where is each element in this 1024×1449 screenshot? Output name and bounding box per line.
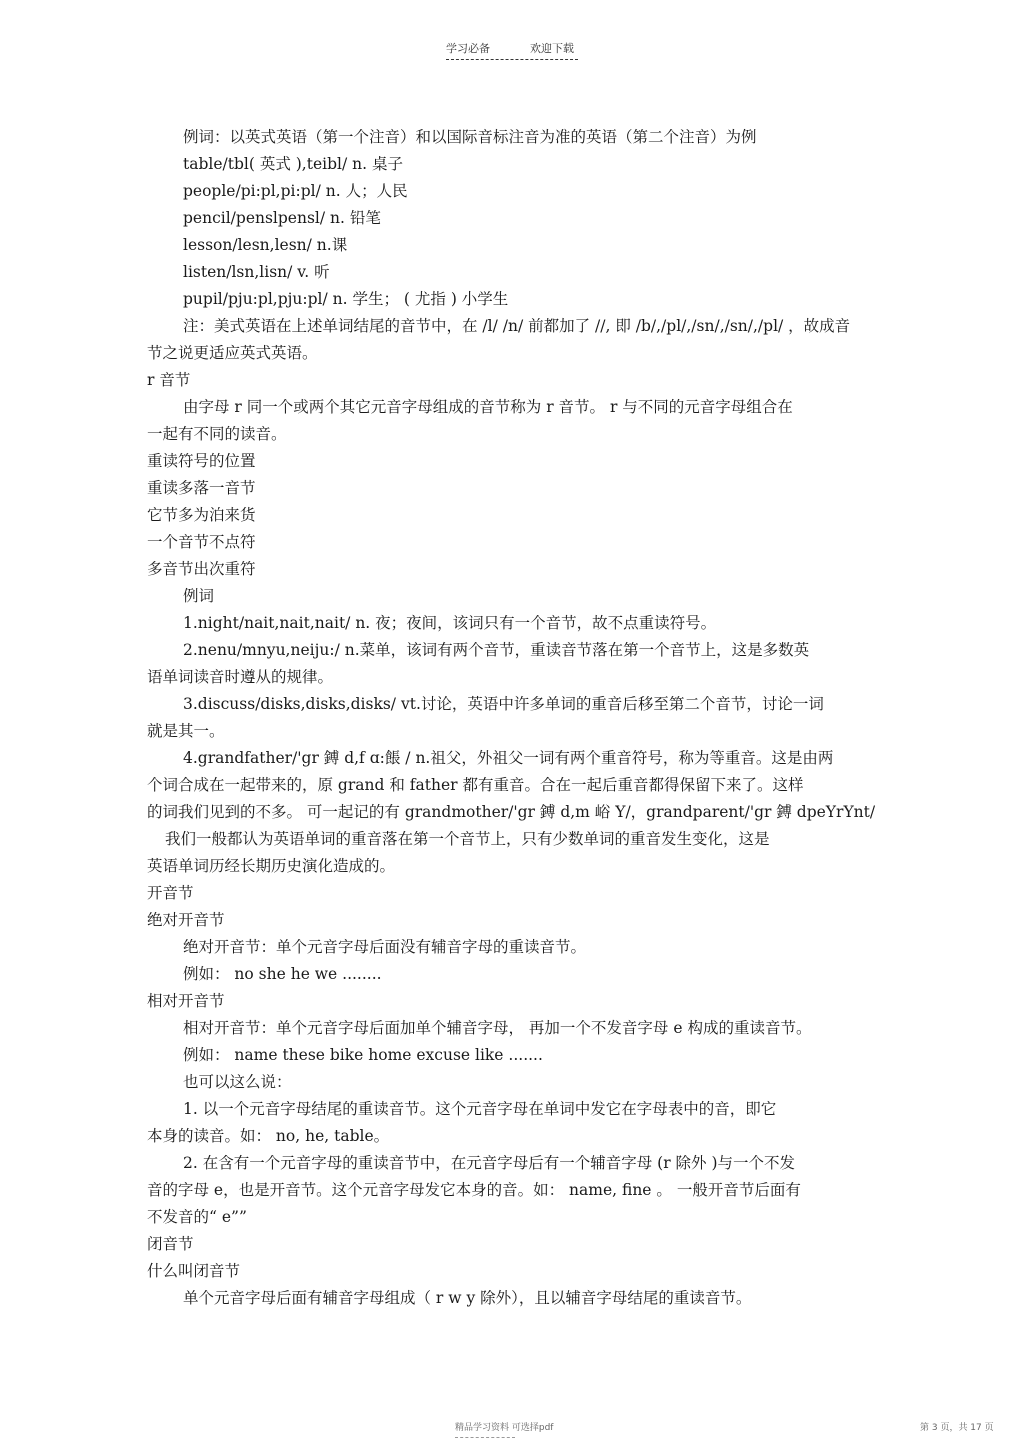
text-line: listen/lsn,lisn/ v. 听 [183, 263, 330, 281]
text-line: 例如： name these bike home excuse like ....... [183, 1046, 543, 1064]
text-line: 例词 [183, 587, 215, 605]
text-line: 也可以这么说： [183, 1073, 292, 1091]
footer-left-text: 精品学习资料 可选择pdf [455, 1423, 554, 1433]
text-line: 例词：以英式英语（第一个注音）和以国际音标注音为准的英语（第二个注音）为例 [183, 128, 757, 146]
text-line: 绝对开音节：单个元音字母后面没有辅音字母的重读音节。 [183, 938, 587, 956]
header-rule [446, 59, 578, 60]
text-line: 例如： no she he we ........ [183, 965, 382, 983]
text-line: r 音节 [147, 371, 191, 389]
text-line: 语单词读音时遵从的规律。 [147, 668, 334, 686]
document-body [147, 124, 887, 1312]
text-line: 相对开音节：单个元音字母后面加单个辅音字母， 再加一个不发音字母 e 构成的重读音节。 [183, 1019, 812, 1037]
text-line: 本身的读音。如： no, he, table。 [147, 1127, 390, 1145]
text-line: 不发音的“ e”” [147, 1208, 247, 1226]
text-line: 3.discuss/disks,disks,disks/ vt.讨论，英语中许多单词的重音后移至第二个音节，讨论一词 [183, 695, 824, 713]
text-line: 多音节出次重符 [147, 560, 256, 578]
text-line: 1.night/nait,nait,nait/ n. 夜；夜间，该词只有一个音节，故不点重读符号。 [183, 614, 717, 632]
header-left-text: 学习必备 [446, 42, 490, 55]
text-line: 什么叫闭音节 [147, 1262, 241, 1280]
text-line: 单个元音字母后面有辅音字母组成（ r w y 除外），且以辅音字母结尾的重读音节。 [183, 1289, 752, 1307]
text-line: pupil/pju:pl,pju:pl/ n. 学生； ( 尤指 ) 小学生 [183, 290, 509, 308]
text-line: 4.grandfather/'gr 鎛 d,f ɑ:餦 / n.祖父，外祖父一词有两个重音符号，称为等重音。这是由两 [183, 749, 834, 767]
text-line: 节之说更适应英式英语。 [147, 344, 318, 362]
text-line: 相对开音节 [147, 992, 225, 1010]
footer-left-rule [455, 1437, 515, 1438]
text-line: 绝对开音节 [147, 911, 225, 929]
text-line: 2. 在含有一个元音字母的重读音节中，在元音字母后有一个辅音字母 (r 除外 )与一个不发 [183, 1154, 796, 1172]
text-line: 开音节 [147, 884, 194, 902]
text-line: people/pi:pl,pi:pl/ n. 人；人民 [183, 182, 408, 200]
text-line: 一起有不同的读音。 [147, 425, 287, 443]
footer-left [455, 1420, 553, 1438]
text-line: lesson/lesn,lesn/ n.课 [183, 236, 348, 254]
text-line: 闭音节 [147, 1235, 194, 1253]
text-line: 就是其一。 [147, 722, 225, 740]
text-line: 英语单词历经长期历史演化造成的。 [147, 857, 396, 875]
text-line: 重读多落一音节 [147, 479, 256, 497]
text-line: pencil/penslpensl/ n. 铅笔 [183, 209, 381, 227]
text-line: 个词合成在一起带来的，原 grand 和 father 都有重音。合在一起后重音都得保留下来了。这样 [147, 776, 804, 794]
text-line: 重读符号的位置 [147, 452, 256, 470]
text-line: 我们一般都认为英语单词的重音落在第一个音节上，只有少数单词的重音发生变化，这是 [165, 830, 770, 848]
text-line: 音的字母 e，也是开音节。这个元音字母发它本身的音。如： name, fine 。 一般开音节后面有 [147, 1181, 801, 1199]
text-line: 1. 以一个元音字母结尾的重读音节。这个元音字母在单词中发它在字母表中的音，即它 [183, 1100, 777, 1118]
text-line: table/tbl( 英式 ),teibl/ n. 桌子 [183, 155, 403, 173]
page-number: 第 3 页，共 17 页 [920, 1423, 994, 1433]
text-line: 由字母 r 同一个或两个其它元音字母组成的音节称为 r 音节。 r 与不同的元音字母组合在 [183, 398, 793, 416]
header-right-text: 欢迎下载 [530, 42, 574, 55]
text-line: 2.nenu/mnyu,neiju:/ n.菜单，该词有两个音节，重读音节落在第一个音节上，这是多数英 [183, 641, 810, 659]
footer-right [920, 1420, 994, 1433]
text-line: 注：美式英语在上述单词结尾的音节中，在 /l/ /n/ 前都加了 //, 即 /b/,/pl/,/sn/,/sn/,/pl/ ，故成音 [183, 317, 851, 335]
text-line: 的词我们见到的不多。 可一起记的有 grandmother/'gr 鎛 d,m 峪 Y/，grandparent/'gr 鎛 dpeYrYnt/ [147, 803, 876, 821]
text-line: 它节多为泊来货 [147, 506, 256, 524]
text-line: 一个音节不点符 [147, 533, 256, 551]
